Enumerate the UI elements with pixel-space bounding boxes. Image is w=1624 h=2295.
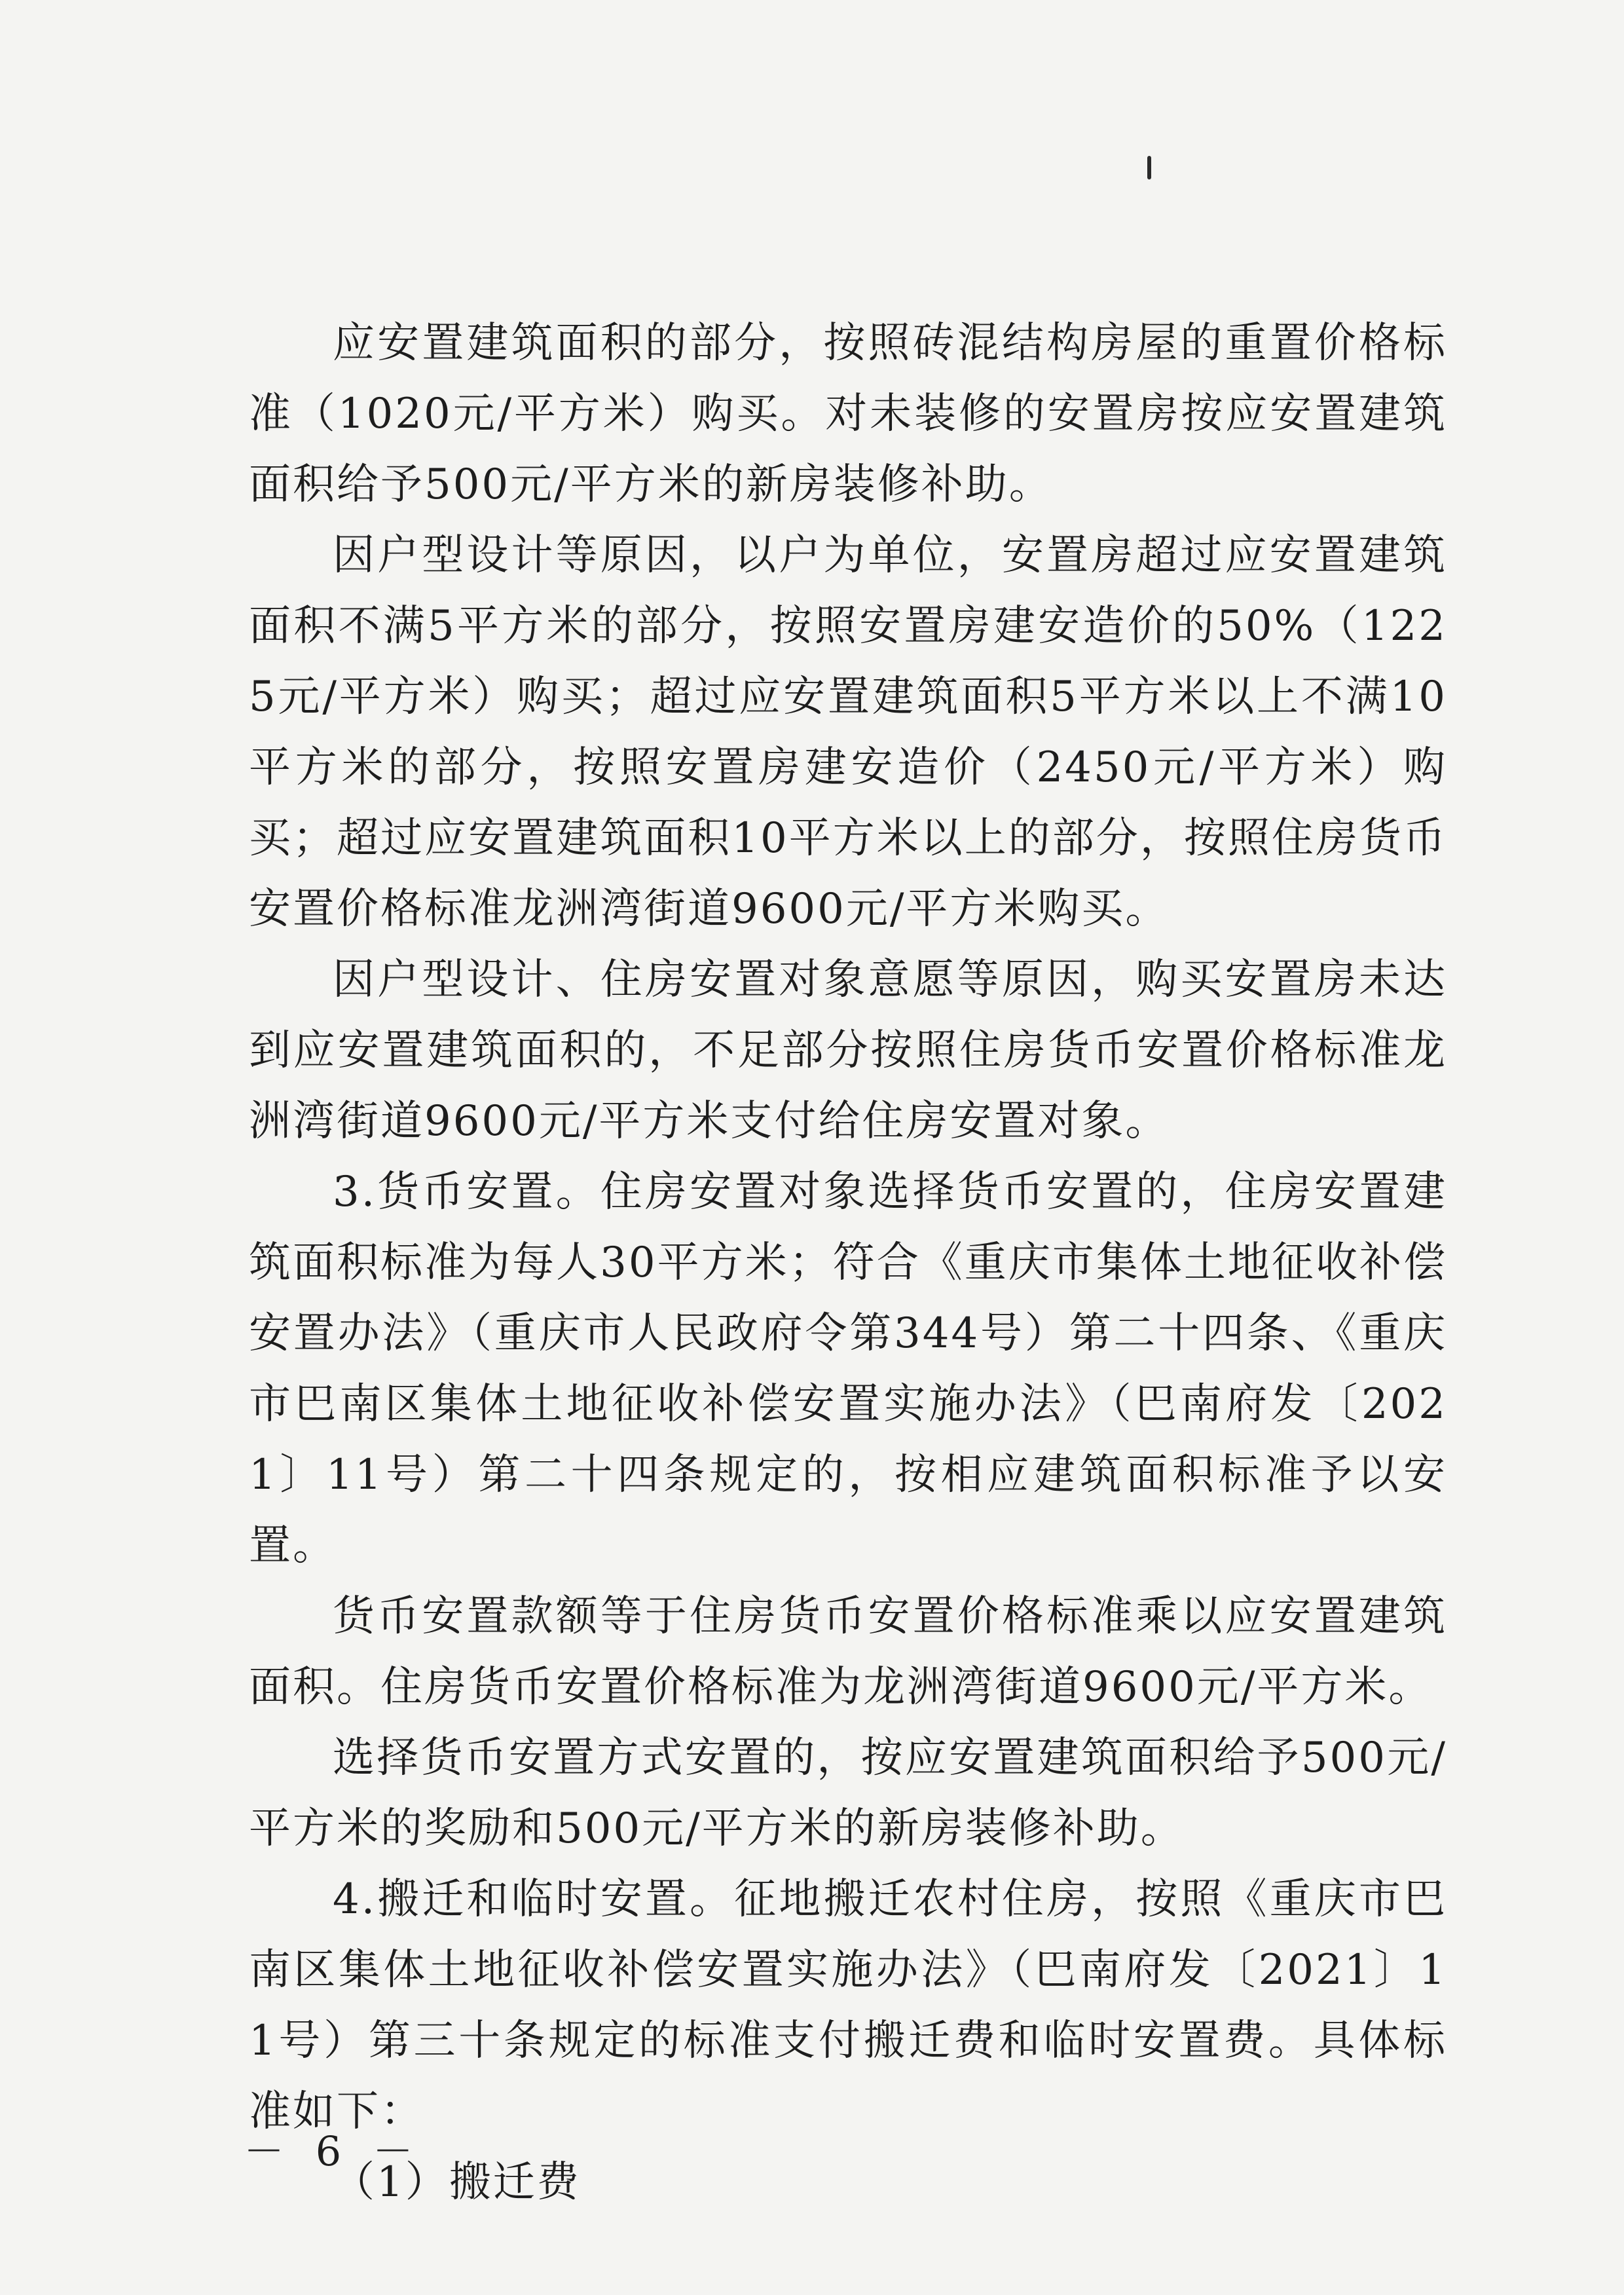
paragraph-1: 应安置建筑面积的部分，按照砖混结构房屋的重置价格标准（1020元/平方米）购买。对未装修的安置房按应安置建筑面积给予500元/平方米的新房装修补助。 [249, 319, 1447, 509]
paragraph-2: 因户型设计等原因，以户为单位，安置房超过应安置建筑面积不满5平方米的部分，按照安置房建安造价的50%（1225元/平方米）购买；超过应安置建筑面积5平方米以上不满10平方米的部分，按照安置房建安造价（2450元/平方米）购买；超过应安置建筑面积10平方米以上的部分，按照住房货币安置价格标准龙洲湾街道9600元/平方米购买。 [249, 531, 1447, 933]
scan-mark [1147, 156, 1151, 179]
paragraph-4: 3.货币安置。住房安置对象选择货币安置的，住房安置建筑面积标准为每人30平方米；符合《重庆市集体土地征收补偿安置办法》（重庆市人民政府令第344号）第二十四条、《重庆市巴南区集体土地征收补偿安置实施办法》（巴南府发〔2021〕11号）第二十四条规定的，按相应建筑面积标准予以安置。 [249, 1168, 1447, 1570]
paragraph-8: （1）搬迁费 [333, 2158, 581, 2207]
paragraph-5: 货币安置款额等于住房货币安置价格标准乘以应安置建筑面积。住房货币安置价格标准为龙洲湾街道9600元/平方米。 [249, 1592, 1447, 1711]
paragraph-3: 因户型设计、住房安置对象意愿等原因，购买安置房未达到应安置建筑面积的，不足部分按照住房货币安置价格标准龙洲湾街道9600元/平方米支付给住房安置对象。 [249, 956, 1447, 1146]
paragraph-7: 4.搬迁和临时安置。征地搬迁农村住房，按照《重庆市巴南区集体土地征收补偿安置实施办法》（巴南府发〔2021〕11号）第三十条规定的标准支付搬迁费和临时安置费。具体标准如下： [249, 1875, 1447, 2136]
paragraph-6: 选择货币安置方式安置的，按应安置建筑面积给予500元/平方米的奖励和500元/平方米的新房装修补助。 [249, 1734, 1447, 1853]
document-body [249, 308, 1447, 2218]
page-number: － 6 － [244, 2127, 422, 2175]
